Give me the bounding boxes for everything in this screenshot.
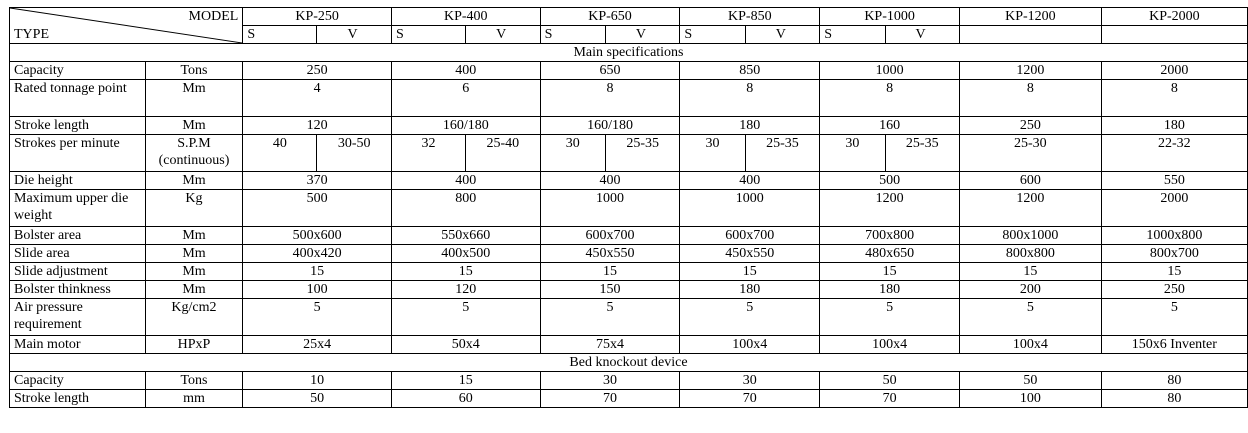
row-label: Slide adjustment [10,263,146,281]
table-row-main-motor [10,336,1248,354]
row-unit: Tons [145,372,243,390]
table-cell: 22-32 [1101,135,1247,172]
table-cell: 25-35 [885,135,960,172]
table-cell: 600 [960,172,1102,190]
table-cell: 50 [243,390,392,408]
table-cell: 15 [1101,263,1247,281]
spec-table-container [9,7,1248,408]
table-cell: 70 [680,390,820,408]
v-variant-header: V [885,26,960,44]
table-cell: 100x4 [680,336,820,354]
table-cell: 500 [243,190,392,227]
s-variant-header: S [540,26,605,44]
table-cell: 10 [243,372,392,390]
table-cell: 180 [820,281,960,299]
table-row-die-height [10,172,1248,190]
table-cell: 25-40 [466,135,541,172]
table-cell: 15 [680,263,820,281]
table-cell: 30 [680,372,820,390]
table-cell: 400x500 [391,245,540,263]
row-unit: Kg [145,190,243,227]
model-header: KP-1000 [820,8,960,26]
empty-variant-cell [960,26,1102,44]
table-cell: 400 [680,172,820,190]
row-label: Rated tonnage point [10,80,146,117]
v-variant-header: V [745,26,820,44]
table-cell: 80 [1101,390,1247,408]
table-cell: 480x650 [820,245,960,263]
row-label: Capacity [10,372,146,390]
v-variant-header: V [317,26,392,44]
table-cell: 25-30 [960,135,1102,172]
table-cell: 600x700 [540,227,680,245]
row-unit: Kg/cm2 [145,299,243,336]
section-heading-main: Main specifications [10,44,1248,62]
table-cell: 30 [540,372,680,390]
table-cell: 32 [391,135,465,172]
model-header: KP-850 [680,8,820,26]
row-label: Strokes per minute [10,135,146,172]
model-type-corner-cell [10,8,243,44]
row-label: Slide area [10,245,146,263]
table-cell: 180 [680,117,820,135]
row-label: Stroke length [10,390,146,408]
section-row-knockout [10,354,1248,372]
table-cell: 800x700 [1101,245,1247,263]
row-label: Maximum upper die weight [10,190,146,227]
table-cell: 5 [391,299,540,336]
table-cell: 5 [960,299,1102,336]
row-unit: Mm [145,227,243,245]
table-cell: 160/180 [540,117,680,135]
table-cell: 30 [820,135,885,172]
table-cell: 1000 [540,190,680,227]
row-label: Die height [10,172,146,190]
table-cell: 8 [680,80,820,117]
table-cell: 200 [960,281,1102,299]
table-cell: 700x800 [820,227,960,245]
table-cell: 50 [820,372,960,390]
table-cell: 4 [243,80,392,117]
table-cell: 250 [1101,281,1247,299]
table-cell: 15 [960,263,1102,281]
table-cell: 550x660 [391,227,540,245]
table-cell: 400 [391,62,540,80]
row-unit: Mm [145,80,243,117]
table-cell: 5 [243,299,392,336]
row-label: Bolster area [10,227,146,245]
table-cell: 70 [540,390,680,408]
table-cell: 500x600 [243,227,392,245]
table-row-capacity [10,62,1248,80]
table-row-slide-area [10,245,1248,263]
table-cell: 500 [820,172,960,190]
table-cell: 8 [960,80,1102,117]
model-header: KP-2000 [1101,8,1247,26]
table-cell: 850 [680,62,820,80]
row-unit: Mm [145,281,243,299]
table-cell: 2000 [1101,190,1247,227]
table-cell: 450x550 [680,245,820,263]
table-cell: 400 [391,172,540,190]
model-header: KP-1200 [960,8,1102,26]
row-unit: Mm [145,245,243,263]
s-variant-header: S [820,26,885,44]
table-cell: 100x4 [820,336,960,354]
table-cell: 15 [820,263,960,281]
row-unit: Mm [145,172,243,190]
table-cell: 150x6 Inventer [1101,336,1247,354]
table-cell: 120 [243,117,392,135]
v-variant-header: V [605,26,680,44]
table-cell: 5 [680,299,820,336]
table-cell: 6 [391,80,540,117]
table-cell: 1200 [960,190,1102,227]
row-label: Capacity [10,62,146,80]
table-cell: 180 [1101,117,1247,135]
table-cell: 370 [243,172,392,190]
s-variant-header: S [243,26,317,44]
empty-variant-cell [1101,26,1247,44]
row-label: Bolster thinkness [10,281,146,299]
table-cell: 30-50 [317,135,392,172]
table-cell: 1200 [960,62,1102,80]
table-cell: 15 [540,263,680,281]
table-cell: 60 [391,390,540,408]
table-cell: 8 [820,80,960,117]
table-cell: 400 [540,172,680,190]
table-cell: 5 [540,299,680,336]
row-unit: HPxP [145,336,243,354]
specifications-table [9,7,1248,408]
table-row-rated-tonnage [10,80,1248,117]
table-cell: 800x800 [960,245,1102,263]
table-cell: 30 [680,135,745,172]
table-cell: 25x4 [243,336,392,354]
table-row-max-die-weight [10,190,1248,227]
table-cell: 50x4 [391,336,540,354]
table-cell: 70 [820,390,960,408]
table-cell: 40 [243,135,317,172]
table-cell: 30 [540,135,605,172]
table-cell: 15 [243,263,392,281]
table-row-stroke-length [10,117,1248,135]
table-cell: 80 [1101,372,1247,390]
row-unit: Mm [145,263,243,281]
table-row-slide-adjustment [10,263,1248,281]
s-variant-header: S [391,26,465,44]
table-row-knockout-stroke [10,390,1248,408]
row-label: Air pressure requirement [10,299,146,336]
table-cell: 800 [391,190,540,227]
table-cell: 150 [540,281,680,299]
table-cell: 100x4 [960,336,1102,354]
table-cell: 25-35 [745,135,820,172]
table-cell: 8 [1101,80,1247,117]
table-cell: 1200 [820,190,960,227]
table-cell: 600x700 [680,227,820,245]
model-header: KP-250 [243,8,392,26]
table-cell: 25-35 [605,135,680,172]
table-cell: 250 [960,117,1102,135]
header-row-model [10,8,1248,26]
row-unit: S.P.M (continuous) [145,135,243,172]
table-cell: 550 [1101,172,1247,190]
table-cell: 120 [391,281,540,299]
table-cell: 250 [243,62,392,80]
row-label: Main motor [10,336,146,354]
table-row-knockout-capacity [10,372,1248,390]
table-cell: 5 [820,299,960,336]
table-cell: 15 [391,263,540,281]
row-label: Stroke length [10,117,146,135]
table-cell: 75x4 [540,336,680,354]
model-header: KP-400 [391,8,540,26]
table-cell: 2000 [1101,62,1247,80]
table-cell: 180 [680,281,820,299]
table-cell: 650 [540,62,680,80]
table-cell: 8 [540,80,680,117]
table-cell: 1000 [820,62,960,80]
table-cell: 800x1000 [960,227,1102,245]
table-cell: 1000 [680,190,820,227]
table-cell: 15 [391,372,540,390]
table-cell: 5 [1101,299,1247,336]
table-cell: 100 [960,390,1102,408]
table-row-strokes-per-minute [10,135,1248,172]
s-variant-header: S [680,26,745,44]
table-cell: 450x550 [540,245,680,263]
row-unit: Tons [145,62,243,80]
table-cell: 400x420 [243,245,392,263]
table-row-bolster-area [10,227,1248,245]
model-header: KP-650 [540,8,680,26]
table-row-bolster-thickness [10,281,1248,299]
section-row-main [10,44,1248,62]
table-cell: 160/180 [391,117,540,135]
v-variant-header: V [466,26,541,44]
table-cell: 160 [820,117,960,135]
table-row-air-pressure [10,299,1248,336]
model-label: MODEL [188,9,239,24]
table-cell: 100 [243,281,392,299]
section-heading-knockout: Bed knockout device [10,354,1248,372]
row-unit: mm [145,390,243,408]
table-cell: 1000x800 [1101,227,1247,245]
table-cell: 50 [960,372,1102,390]
type-label: TYPE [14,27,49,42]
row-unit: Mm [145,117,243,135]
